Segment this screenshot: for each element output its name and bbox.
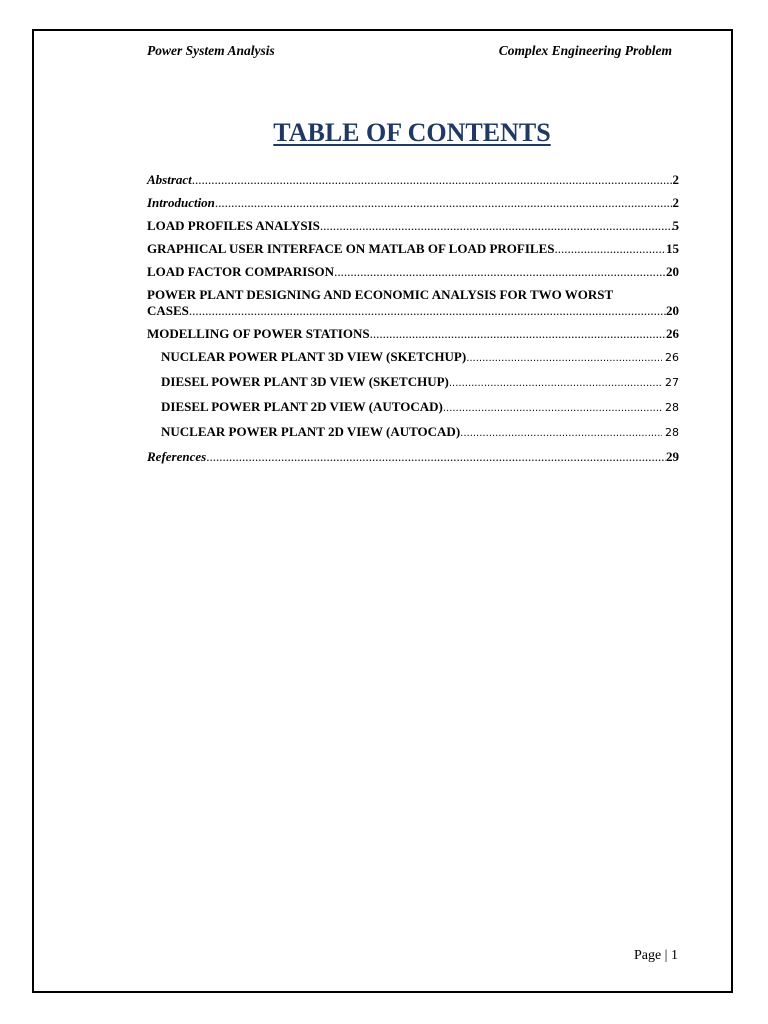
toc-entry-page: 2 [672,172,679,187]
toc-leader-dots [189,303,666,319]
toc-leader-dots [555,241,667,257]
toc-leader-dots [466,349,662,367]
toc-entry-nuclear-3d[interactable] [147,349,679,367]
toc-entry-label: NUCLEAR POWER PLANT 2D VIEW (AUTOCAD) [161,424,461,439]
toc-entry-page: 26 [666,326,679,341]
toc-entry-page: 20 [666,303,679,318]
table-of-contents [147,172,679,472]
toc-entry-introduction[interactable] [147,195,679,211]
toc-leader-dots [370,326,666,342]
toc-entry-diesel-3d[interactable] [147,374,679,392]
toc-entry-page: 2 [672,195,679,210]
toc-leader-dots [215,195,673,211]
toc-leader-dots [449,374,662,392]
toc-entry-label: LOAD FACTOR COMPARISON [147,264,335,279]
toc-entry-nuclear-2d[interactable] [147,424,679,442]
toc-leader-dots [320,218,673,234]
toc-leader-dots [443,399,662,417]
toc-title: TABLE OF CONTENTS [273,118,551,147]
toc-leader-dots [334,264,666,280]
toc-entry-references[interactable] [147,449,679,465]
toc-entry-page: 5 [672,218,679,233]
toc-entry-page: 15 [666,241,679,256]
toc-entry-label: References [147,449,207,464]
toc-entry-power-plant-designing[interactable] [147,287,679,319]
toc-entry-page: 29 [666,449,679,464]
toc-entry-page: 28 [665,426,679,439]
toc-entry-line2 [147,303,679,319]
header-document-type: Complex Engineering Problem [498,43,672,58]
toc-entry-abstract[interactable] [147,172,679,188]
toc-entry-label: DIESEL POWER PLANT 2D VIEW (AUTOCAD) [161,399,443,414]
toc-entry-label: MODELLING OF POWER STATIONS [147,326,370,341]
toc-leader-dots [460,424,662,442]
toc-leader-dots [192,172,673,188]
header-course-title: Power System Analysis [147,43,275,58]
toc-entry-label: Abstract [147,172,192,187]
toc-entry-label-line2: CASES [147,303,189,318]
toc-entry-label: Introduction [147,195,215,210]
toc-entry-gui-matlab[interactable] [147,241,679,257]
toc-entry-load-factor-comparison[interactable] [147,264,679,280]
toc-entry-modelling-power-stations[interactable] [147,326,679,342]
toc-entry-label: NUCLEAR POWER PLANT 3D VIEW (SKETCHUP) [161,349,467,364]
toc-entry-diesel-2d[interactable] [147,399,679,417]
toc-entry-label: LOAD PROFILES ANALYSIS [147,218,320,233]
toc-entry-label: GRAPHICAL USER INTERFACE ON MATLAB OF LOAD PROFILES [147,241,555,256]
toc-leader-dots [206,449,666,465]
toc-entry-page: 20 [666,264,679,279]
toc-entry-label: DIESEL POWER PLANT 3D VIEW (SKETCHUP) [161,374,449,389]
toc-entry-page: 28 [665,401,679,414]
toc-entry-label-line1: POWER PLANT DESIGNING AND ECONOMIC ANALYSIS FOR TWO WORST [147,287,614,302]
toc-entry-page: 26 [665,351,679,364]
page-number: Page | 1 [633,948,678,963]
toc-entry-load-profiles-analysis[interactable] [147,218,679,234]
toc-entry-page: 27 [665,376,679,389]
